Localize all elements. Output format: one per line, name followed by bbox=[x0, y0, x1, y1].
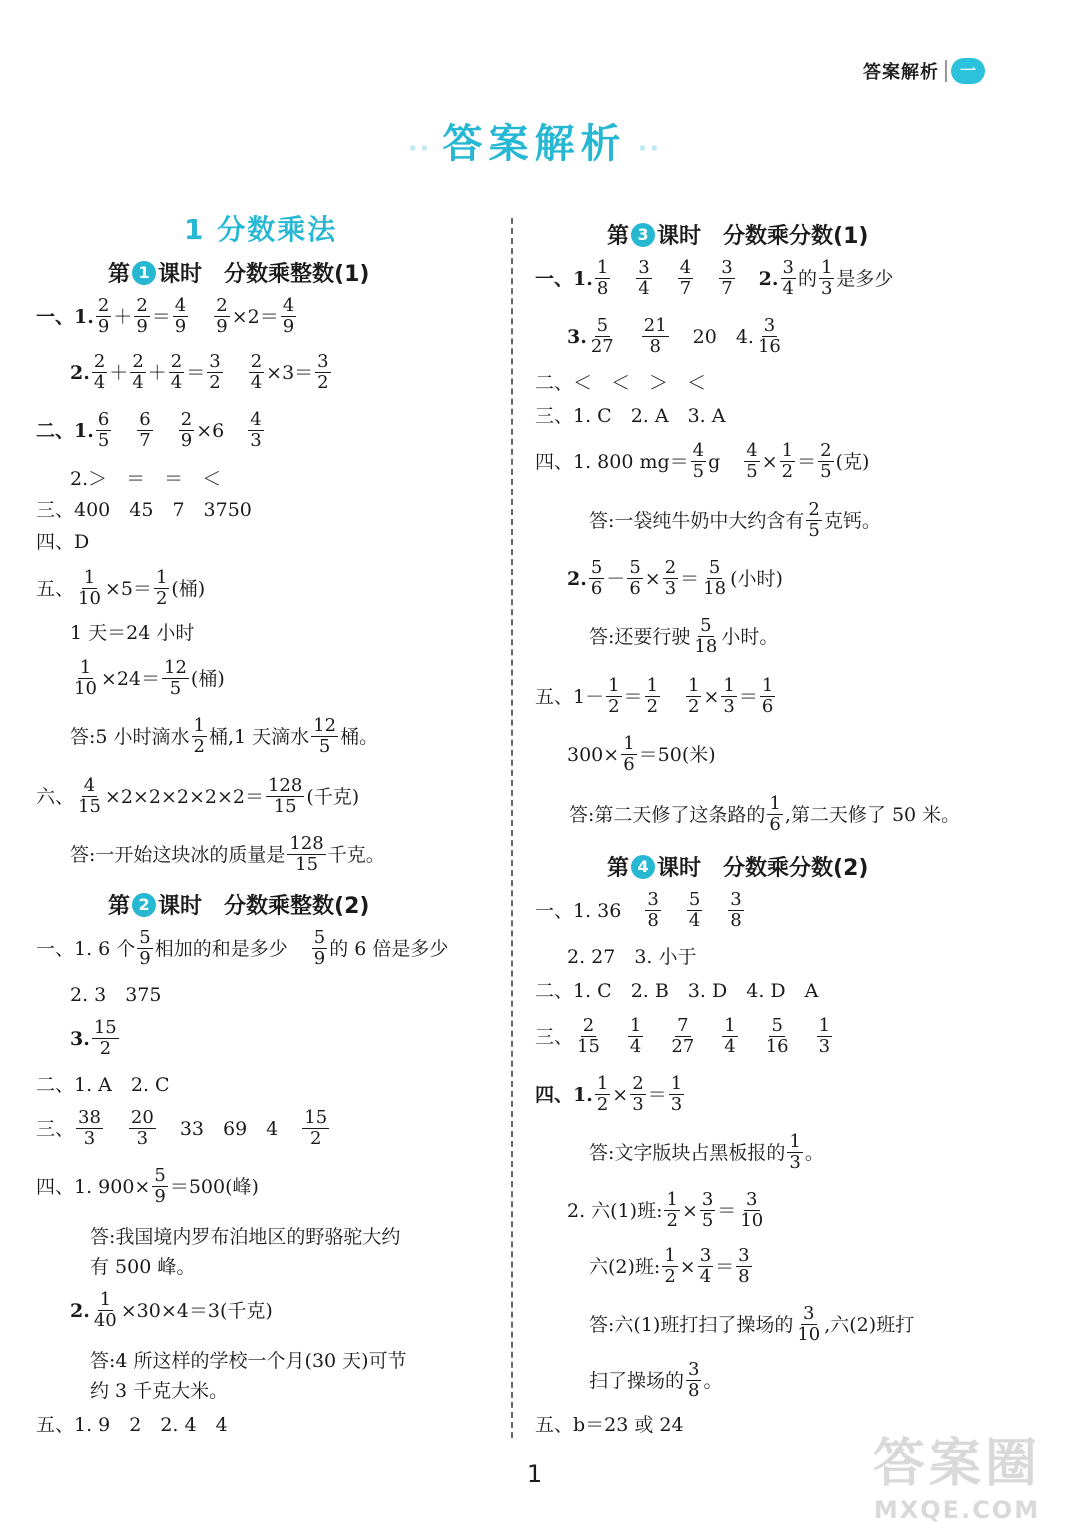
header-divider bbox=[945, 60, 947, 82]
answer-line: 三、1. C 2. A 3. A bbox=[535, 405, 726, 427]
answer-line: 2. 27 3. 小于 bbox=[567, 946, 697, 968]
answer-line: 答:第二天修了这条路的 1 6 ,第二天修了 50 米。 bbox=[569, 793, 961, 835]
fraction: 2 9 bbox=[97, 295, 110, 337]
answer-line: 四、1. 900× $\frac{5}{9}$ ＝500(峰) bbox=[36, 1165, 259, 1207]
answer-line: 答:还要行驶 5 18 小时。 bbox=[589, 615, 779, 657]
answer-line: 五、 $\frac{1}{10}$ ×5＝ 1 2 (桶) bbox=[36, 567, 206, 609]
lesson-suffix: 课时 bbox=[158, 262, 203, 287]
answer-line: 约 3 千克大米。 bbox=[90, 1380, 229, 1402]
lesson-3-title: 第 3 课时 分数乘分数(1) bbox=[607, 224, 869, 249]
watermark-line1: 答案圈 bbox=[872, 1434, 1041, 1494]
answer-line: 答:5 小时滴水 1 2 桶,1 天滴水 12 5 桶。 bbox=[70, 715, 379, 757]
title-text: 答案解析 bbox=[442, 121, 627, 167]
answer-line: 二、1. 6 5 6 7 2 9 ×6 4 3 bbox=[36, 409, 262, 451]
lesson-prefix: 第 bbox=[108, 262, 131, 287]
title-dots-left: ·· bbox=[407, 134, 443, 164]
answer-line: 答:4 所这样的学校一个月(30 天)可节 bbox=[90, 1350, 407, 1372]
answer-line: 六、 $\frac{4}{15}$ ×2×2×2×2×2＝ 128 15 (千克) bbox=[36, 775, 360, 817]
header-badge: 一 bbox=[951, 58, 985, 84]
answer-line: 答:一开始这块冰的质量是 128 15 千克。 bbox=[70, 833, 385, 875]
lesson-2-title: 第 2 课时 分数乘整数(2) bbox=[108, 894, 370, 919]
watermark-logo bbox=[873, 1421, 1041, 1524]
answer-line: 2.＞ ＝ ＝ ＜ bbox=[70, 468, 222, 490]
lesson-number-badge: 2 bbox=[132, 893, 156, 917]
answer-line: 四、1. 800 mg＝ 4 5 g 4 5 × 1 2 ＝ 2 5 (克) bbox=[535, 440, 870, 482]
answer-line: $\frac{1}{10}$ ×24＝ 12 5 (桶) bbox=[74, 657, 225, 699]
title-dots-right: ·· bbox=[626, 134, 662, 164]
lesson-4-title: 第 4 课时 分数乘分数(2) bbox=[607, 856, 869, 881]
answer-line: 2. $\frac{1}{40}$ ×30×4＝3(千克) bbox=[70, 1289, 273, 1331]
answer-line: 2. 5 6 － 5 6 × 2 3 ＝ 5 18 (小时) bbox=[567, 557, 783, 599]
lesson-name: 分数乘整数(1) bbox=[224, 262, 370, 287]
answer-line: 扫了操场的 3 8 。 bbox=[589, 1359, 723, 1401]
section-title: 1 分数乘法 bbox=[184, 213, 338, 246]
answer-line: 二、1. C 2. B 3. D 4. D A bbox=[535, 980, 819, 1002]
page-number: 1 bbox=[526, 1460, 543, 1488]
answer-line: 三、400 45 7 3750 bbox=[36, 499, 252, 521]
answer-line: 答:一袋纯牛奶中大约含有 2 5 克钙。 bbox=[589, 499, 881, 541]
answer-line: 三、 2 15 1 4 7 27 1 4 5 16 1 3 bbox=[535, 1015, 831, 1057]
answer-line: 2. 2 4 ＋ 2 4 ＋ 2 4 ＝ 3 2 2 4 ×3＝ 3 2 bbox=[70, 351, 329, 393]
header-label: 答案解析 bbox=[863, 62, 939, 83]
answer-line: 一、1. 2 9 ＋ 2 9 ＝ 4 9 2 9 ×2＝ 4 9 bbox=[36, 295, 295, 337]
answer-line: 1 天＝24 小时 bbox=[70, 622, 195, 644]
watermark-line2: MXQE.COM bbox=[873, 1496, 1041, 1524]
answer-line: 五、1. 9 2 2. 4 4 bbox=[36, 1414, 228, 1436]
answer-line: 三、 38 3 20 3 33 69 4 15 2 bbox=[36, 1107, 328, 1149]
lesson-1-title bbox=[108, 257, 369, 288]
lesson-number-badge: 4 bbox=[631, 855, 655, 879]
answer-line: 二、1. A 2. C bbox=[36, 1074, 170, 1096]
answer-line: 有 500 峰。 bbox=[90, 1256, 196, 1278]
lesson-number-badge: 3 bbox=[631, 223, 655, 247]
answer-line: 答:文字版块占黑板报的 1 3 。 bbox=[589, 1131, 824, 1173]
answer-line: 答:我国境内罗布泊地区的野骆驼大约 bbox=[90, 1226, 401, 1248]
column-divider bbox=[511, 218, 513, 1438]
answer-line: 2. 3 375 bbox=[70, 984, 162, 1006]
answer-line: 五、1－ 1 2 ＝ 1 2 1 2 × 1 3 ＝ 1 6 bbox=[535, 675, 774, 717]
answer-line: 3. 15 2 bbox=[70, 1017, 117, 1059]
answer-line: 四、D bbox=[36, 531, 90, 553]
answer-line: 答:六(1)班打扫了操场的 3 10 ,六(2)班打 bbox=[589, 1303, 915, 1345]
answer-line: 2. 六(1)班: 1 2 × 3 5 ＝ 3 10 bbox=[567, 1189, 764, 1231]
answer-line: 3. 5 27 21 8 20 4. 3 16 bbox=[567, 315, 781, 357]
answer-line: 六(2)班: 1 2 × 3 4 ＝ 3 8 bbox=[589, 1245, 750, 1287]
lesson-number-badge: 1 bbox=[132, 261, 156, 285]
answer-line: 300× $\frac{1}{6}$ ＝50(米) bbox=[567, 733, 716, 775]
answer-line: 一、1. 36 3 8 5 4 3 8 bbox=[535, 889, 742, 931]
answer-line: 五、b＝23 或 24 bbox=[535, 1414, 684, 1436]
page-title bbox=[0, 112, 1069, 169]
answer-line: 一、1. 1 8 3 4 4 7 3 7 2. 3 4 的 1 3 是多少 bbox=[535, 257, 894, 299]
answer-line: 一、1. 6 个 5 9 相加的和是多少 5 9 的 6 倍是多少 bbox=[36, 927, 449, 969]
answer-line: 二、＜ ＜ ＞ ＜ bbox=[535, 372, 707, 394]
answer-line: 四、1. 1 2 × 2 3 ＝ 1 3 bbox=[535, 1073, 683, 1115]
